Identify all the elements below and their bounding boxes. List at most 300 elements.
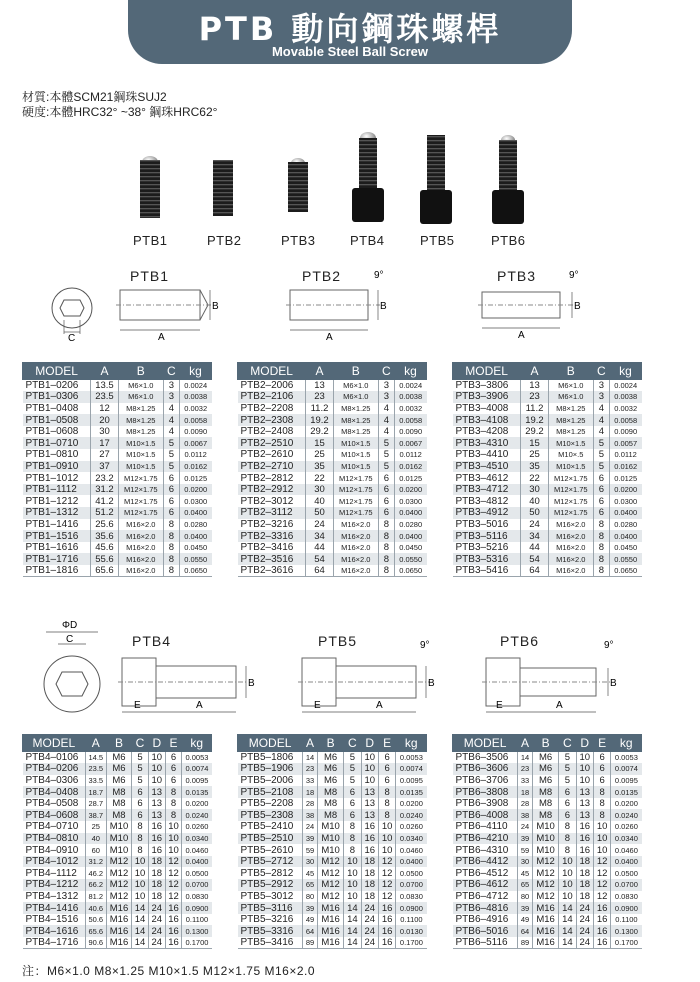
table-cell: 0.1100 <box>182 914 212 926</box>
table-cell: PTB1–0608 <box>23 426 91 438</box>
table-cell: M12×1.75 <box>118 507 163 519</box>
table-row <box>23 472 212 484</box>
table-row <box>453 809 642 821</box>
table-cell: PTB3–5316 <box>453 553 521 565</box>
table-cell: PTB4–1012 <box>23 856 86 868</box>
table-cell: 10 <box>559 879 576 891</box>
table-cell: 10 <box>344 856 361 868</box>
table-cell: 0.0130 <box>396 925 427 937</box>
table-cell: 45 <box>518 867 533 879</box>
table-cell: 14 <box>559 902 576 914</box>
table-cell: 24 <box>576 902 593 914</box>
table-cell: 10 <box>378 833 395 845</box>
ptb4-photo <box>352 132 384 222</box>
table-cell: M10 <box>106 844 131 856</box>
table-cell: PTB2–3616 <box>238 565 306 577</box>
table-cell: M8×1.25 <box>118 414 163 426</box>
table-cell: 13 <box>361 809 378 821</box>
table-row <box>453 856 642 868</box>
table-row <box>23 414 212 426</box>
table-row <box>23 891 212 903</box>
table-cell: 31.2 <box>85 856 106 868</box>
table-cell: 8 <box>559 833 576 845</box>
table-row <box>23 519 212 531</box>
table-cell: 4 <box>163 403 179 415</box>
table-cell: 8 <box>593 809 610 821</box>
table-cell: 0.0125 <box>394 472 426 484</box>
table-row <box>23 809 212 821</box>
table-cell: M6×1.0 <box>118 391 163 403</box>
table-cell: 0.0074 <box>611 763 642 775</box>
table-cell: PTB1–1212 <box>23 495 91 507</box>
table-row <box>238 484 427 496</box>
table-row <box>238 925 427 937</box>
table-cell: PTB3–4208 <box>453 426 521 438</box>
table-cell: PTB3–5016 <box>453 519 521 531</box>
table-cell: PTB2–3112 <box>238 507 306 519</box>
table-cell: PTB1–1516 <box>23 530 91 542</box>
table-cell: PTB2–2208 <box>238 403 306 415</box>
dim-a: A <box>326 332 333 343</box>
table-cell: 29.2 <box>521 426 548 438</box>
table-cell: 6 <box>165 752 182 764</box>
table-row <box>238 809 427 821</box>
table-cell: M12 <box>106 891 131 903</box>
table-cell: 23 <box>521 391 548 403</box>
table-cell: 38 <box>518 809 533 821</box>
dim-angle: 9° <box>604 640 614 651</box>
table-cell: 12 <box>593 867 610 879</box>
column-header: kg <box>611 735 642 752</box>
table-cell: 44 <box>306 542 333 554</box>
photo-label-ptb1: PTB1 <box>133 233 168 248</box>
table-cell: PTB4–1312 <box>23 891 86 903</box>
table-cell: 22 <box>521 472 548 484</box>
table-cell: 18 <box>518 786 533 798</box>
table-row <box>23 380 212 392</box>
table-cell: 0.0038 <box>179 391 211 403</box>
table-cell: M8 <box>106 809 131 821</box>
table-cell: 6 <box>593 472 609 484</box>
column-header: B <box>118 363 163 380</box>
table-row <box>453 798 642 810</box>
table-cell: PTB3–4410 <box>453 449 521 461</box>
table-cell: 0.0058 <box>179 414 211 426</box>
table-cell: 46.2 <box>85 867 106 879</box>
table-cell: 6 <box>132 786 149 798</box>
table-cell: 14 <box>132 902 149 914</box>
table-cell: 14 <box>344 925 361 937</box>
table-cell: 0.0650 <box>179 565 211 577</box>
table-cell: PTB6–4916 <box>453 914 518 926</box>
table-cell: M12×1.75 <box>548 507 593 519</box>
table-cell: M12×1.75 <box>118 495 163 507</box>
table-row <box>453 879 642 891</box>
table-cell: 12 <box>165 867 182 879</box>
table-cell: 10 <box>132 879 149 891</box>
table-cell: PTB6–4612 <box>453 879 518 891</box>
table-cell: M8×1.25 <box>333 426 378 438</box>
table-cell: M16×2.0 <box>118 565 163 577</box>
table-cell: 0.0400 <box>179 507 211 519</box>
table-cell: M8×1.25 <box>548 403 593 415</box>
table-cell: 23.5 <box>91 391 118 403</box>
table-cell: PTB4–1416 <box>23 902 86 914</box>
table-cell: 31.2 <box>91 484 118 496</box>
table-cell: 0.0200 <box>179 484 211 496</box>
table-cell: 40 <box>521 495 548 507</box>
table-cell: 0.0200 <box>611 798 642 810</box>
table-cell: 6 <box>593 763 610 775</box>
table-row <box>453 426 642 438</box>
table-cell: 40 <box>306 495 333 507</box>
drawings-bottom <box>0 620 700 718</box>
dim-b: B <box>428 678 435 689</box>
table-cell: 12 <box>378 856 395 868</box>
table-cell: M10 <box>106 833 131 845</box>
table-cell: PTB1–1416 <box>23 519 91 531</box>
table-cell: PTB5–2208 <box>238 798 303 810</box>
table-cell: 14 <box>303 752 318 764</box>
table-cell: 49 <box>303 914 318 926</box>
table-row <box>238 495 427 507</box>
table-row <box>238 833 427 845</box>
table-row <box>238 391 427 403</box>
table-row <box>238 891 427 903</box>
table-cell: 0.0830 <box>396 891 427 903</box>
table-cell: 3 <box>378 380 394 392</box>
table-cell: 0.0200 <box>394 484 426 496</box>
table-cell: 14 <box>344 937 361 949</box>
table-cell: 8 <box>559 821 576 833</box>
table-cell: M8 <box>317 809 343 821</box>
table-cell: 8 <box>378 565 394 577</box>
table-cell: 25 <box>85 821 106 833</box>
table-cell: PTB5–2006 <box>238 775 303 787</box>
table-cell: M10 <box>532 821 558 833</box>
table-cell: M16 <box>532 925 558 937</box>
table-cell: 10 <box>576 775 593 787</box>
table-cell: PTB6–4712 <box>453 891 518 903</box>
table-row <box>238 879 427 891</box>
dim-e: E <box>134 700 141 711</box>
table-cell: 0.0400 <box>396 856 427 868</box>
table-cell: 8 <box>344 821 361 833</box>
table-cell: PTB3–4812 <box>453 495 521 507</box>
table-cell: M16 <box>532 902 558 914</box>
table-row <box>238 449 427 461</box>
table-row <box>453 752 642 764</box>
table-cell: M16×2.0 <box>333 542 378 554</box>
table-cell: 8 <box>163 565 179 577</box>
table-row <box>238 752 427 764</box>
table-cell: M6 <box>532 763 558 775</box>
table-row <box>453 553 642 565</box>
table-cell: 59 <box>518 844 533 856</box>
table-cell: M8×1.25 <box>118 426 163 438</box>
table-cell: 11.2 <box>306 403 333 415</box>
table-cell: 8 <box>163 542 179 554</box>
table-row <box>453 867 642 879</box>
table-row <box>238 414 427 426</box>
table-cell: M16×2.0 <box>118 553 163 565</box>
table-cell: PTB6–4110 <box>453 821 518 833</box>
header-row <box>453 735 642 752</box>
table-cell: M6 <box>106 763 131 775</box>
table-cell: 44 <box>521 542 548 554</box>
table-cell: 0.0053 <box>611 752 642 764</box>
table-row <box>238 507 427 519</box>
table-cell: PTB4–0710 <box>23 821 86 833</box>
column-header: kg <box>182 735 212 752</box>
table-cell: 16 <box>593 925 610 937</box>
table-cell: 18 <box>361 879 378 891</box>
spec-table-ptb2 <box>237 362 427 577</box>
column-header: B <box>532 735 558 752</box>
table-cell: M10×1.5 <box>333 449 378 461</box>
dim-d: ΦD <box>62 620 78 631</box>
table-cell: 24 <box>361 902 378 914</box>
table-cell: M6×1.0 <box>333 380 378 392</box>
table-row <box>23 844 212 856</box>
table-cell: 8 <box>378 519 394 531</box>
table-cell: M12 <box>106 879 131 891</box>
table-cell: 16 <box>148 821 165 833</box>
table-cell: 16 <box>361 833 378 845</box>
table-cell: 23 <box>303 763 318 775</box>
table-cell: 0.0038 <box>394 391 426 403</box>
table-cell: 8 <box>378 553 394 565</box>
table-cell: 54 <box>521 553 548 565</box>
table-cell: PTB4–1112 <box>23 867 86 879</box>
table-cell: PTB3–5216 <box>453 542 521 554</box>
table-cell: 13 <box>576 809 593 821</box>
table-row <box>23 530 212 542</box>
table-cell: PTB1–0206 <box>23 380 91 392</box>
table-cell: M10×1.5 <box>548 461 593 473</box>
table-cell: M16 <box>317 937 343 949</box>
table-cell: PTB2–3416 <box>238 542 306 554</box>
table-cell: 65 <box>303 879 318 891</box>
table-row <box>23 914 212 926</box>
table-cell: PTB3–5416 <box>453 565 521 577</box>
table-cell: 0.0067 <box>394 437 426 449</box>
table-cell: 4 <box>378 403 394 415</box>
table-cell: M16 <box>317 925 343 937</box>
table-cell: M10×1.5 <box>118 461 163 473</box>
table-cell: PTB1–0306 <box>23 391 91 403</box>
table-cell: 8 <box>163 519 179 531</box>
table-cell: 0.0340 <box>396 833 427 845</box>
table-cell: 6 <box>163 507 179 519</box>
table-cell: PTB6–3506 <box>453 752 518 764</box>
table-cell: 0.0460 <box>611 844 642 856</box>
table-cell: 5 <box>132 775 149 787</box>
table-cell: M16×2.0 <box>333 553 378 565</box>
table-cell: M10 <box>106 821 131 833</box>
table-cell: 0.0340 <box>182 833 212 845</box>
table-cell: 0.0400 <box>179 530 211 542</box>
table-cell: PTB2–2710 <box>238 461 306 473</box>
table-cell: 0.0162 <box>609 461 641 473</box>
table-cell: 10 <box>165 844 182 856</box>
table-cell: 0.0200 <box>396 798 427 810</box>
table-cell: 0.0460 <box>396 844 427 856</box>
table-cell: 40 <box>85 833 106 845</box>
table-cell: M16×2.0 <box>548 542 593 554</box>
table-cell: 65.6 <box>85 925 106 937</box>
table-cell: M16 <box>106 914 131 926</box>
table-cell: M6×1.0 <box>548 380 593 392</box>
table-cell: 4 <box>378 414 394 426</box>
table-row <box>453 495 642 507</box>
table-row <box>23 495 212 507</box>
table-cell: 12 <box>378 891 395 903</box>
table-cell: 39 <box>303 833 318 845</box>
table-cell: M6 <box>317 763 343 775</box>
table-cell: 25 <box>306 449 333 461</box>
table-cell: 0.0058 <box>394 414 426 426</box>
table-cell: 0.0450 <box>394 542 426 554</box>
page-title: PTB 動向鋼珠螺桿 <box>198 10 502 48</box>
table-cell: PTB6–4310 <box>453 844 518 856</box>
table-cell: 33 <box>303 775 318 787</box>
column-header: C <box>378 363 394 380</box>
table-cell: 14 <box>132 925 149 937</box>
photo-label-ptb5: PTB5 <box>420 233 455 248</box>
table-row <box>238 542 427 554</box>
table-cell: 16 <box>165 937 182 949</box>
table-cell: 0.0112 <box>394 449 426 461</box>
table-cell: 8 <box>593 519 609 531</box>
table-cell: 0.0300 <box>394 495 426 507</box>
table-cell: 30 <box>306 484 333 496</box>
column-header: C <box>163 363 179 380</box>
table-cell: 5 <box>378 437 394 449</box>
table-cell: 49 <box>518 914 533 926</box>
column-header: D <box>576 735 593 752</box>
table-cell: 10 <box>559 891 576 903</box>
table-cell: 41.2 <box>91 495 118 507</box>
table-row <box>23 925 212 937</box>
table-cell: PTB1–1312 <box>23 507 91 519</box>
table-cell: 10 <box>165 833 182 845</box>
table-cell: 30 <box>521 484 548 496</box>
table-cell: 10 <box>559 856 576 868</box>
table-cell: M16 <box>106 925 131 937</box>
table-cell: PTB6–4210 <box>453 833 518 845</box>
table-cell: M6 <box>532 775 558 787</box>
table-cell: M6 <box>532 752 558 764</box>
table-cell: 19.2 <box>306 414 333 426</box>
table-cell: 24 <box>361 937 378 949</box>
table-cell: 16 <box>361 821 378 833</box>
table-cell: 6 <box>344 798 361 810</box>
table-cell: 0.1300 <box>611 925 642 937</box>
spec-table-ptb6 <box>452 734 642 949</box>
table-cell: 66.2 <box>85 879 106 891</box>
table-cell: 13.5 <box>91 380 118 392</box>
table-row <box>238 426 427 438</box>
table-row <box>238 553 427 565</box>
table-cell: 18 <box>576 891 593 903</box>
table-cell: 50.6 <box>85 914 106 926</box>
table-cell: PTB1–1112 <box>23 484 91 496</box>
table-cell: 13 <box>148 809 165 821</box>
table-cell: 6 <box>344 809 361 821</box>
column-header: kg <box>394 363 426 380</box>
table-cell: M10×1.5 <box>333 461 378 473</box>
table-cell: 0.0900 <box>182 902 212 914</box>
table-row <box>23 391 212 403</box>
table-cell: PTB2–2106 <box>238 391 306 403</box>
table-cell: 6 <box>132 809 149 821</box>
column-header: MODEL <box>238 363 306 380</box>
table-cell: 8 <box>165 798 182 810</box>
table-cell: PTB3–3806 <box>453 380 521 392</box>
table-cell: 3 <box>378 391 394 403</box>
table-cell: 0.0057 <box>609 437 641 449</box>
table-cell: M6×1.0 <box>333 391 378 403</box>
table-row <box>453 775 642 787</box>
table-cell: 0.0550 <box>609 553 641 565</box>
table-cell: M8×1.25 <box>548 426 593 438</box>
dim-e: E <box>496 700 503 711</box>
table-cell: 16 <box>361 844 378 856</box>
table-cell: 10 <box>165 821 182 833</box>
table-cell: PTB1–0810 <box>23 449 91 461</box>
table-row <box>23 763 212 775</box>
table-cell: PTB4–0508 <box>23 798 86 810</box>
table-cell: M16 <box>532 914 558 926</box>
dim-a: A <box>376 700 383 711</box>
table-cell: 50 <box>306 507 333 519</box>
dim-a: A <box>196 700 203 711</box>
table-cell: 4 <box>593 426 609 438</box>
table-cell: M16 <box>317 914 343 926</box>
table-row <box>238 914 427 926</box>
table-cell: 13 <box>148 798 165 810</box>
table-cell: 10 <box>576 763 593 775</box>
table-cell: PTB1–1616 <box>23 542 91 554</box>
table-cell: 0.0900 <box>396 902 427 914</box>
table-cell: 0.0260 <box>611 821 642 833</box>
table-cell: 10 <box>593 821 610 833</box>
table-cell: 5 <box>163 437 179 449</box>
column-header: C <box>559 735 576 752</box>
table-cell: 8 <box>593 542 609 554</box>
table-row <box>238 775 427 787</box>
header-row <box>23 363 212 380</box>
table-cell: 6 <box>378 472 394 484</box>
table-cell: 10 <box>361 763 378 775</box>
header-row <box>453 363 642 380</box>
table-cell: PTB3–4108 <box>453 414 521 426</box>
table-cell: 5 <box>593 449 609 461</box>
table-cell: 60 <box>85 844 106 856</box>
table-cell: M12 <box>317 856 343 868</box>
table-cell: 14 <box>559 937 576 949</box>
table-cell: M6 <box>317 775 343 787</box>
table-row <box>238 461 427 473</box>
table-cell: 38 <box>303 809 318 821</box>
table-cell: 0.0125 <box>179 472 211 484</box>
table-cell: 18 <box>361 891 378 903</box>
table-row <box>238 472 427 484</box>
table-cell: 17 <box>91 437 118 449</box>
table-cell: PTB4–0306 <box>23 775 86 787</box>
table-cell: PTB6–4008 <box>453 809 518 821</box>
